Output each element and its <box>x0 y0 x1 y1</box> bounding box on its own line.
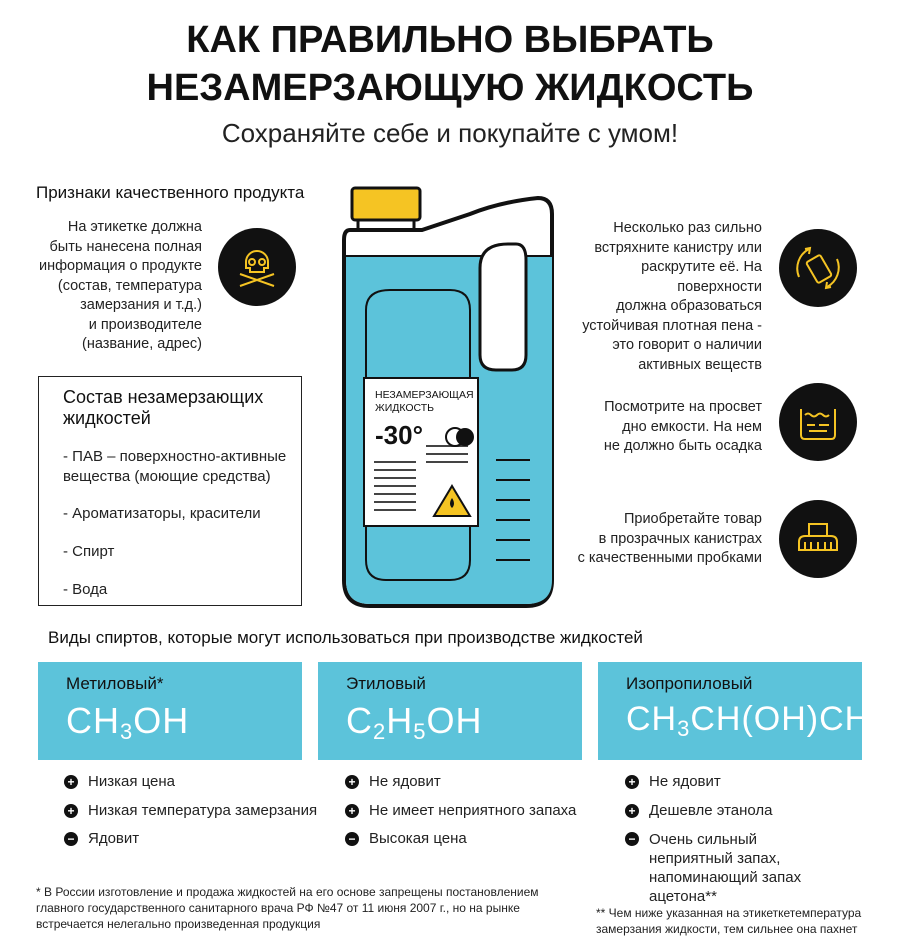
composition-box <box>38 376 302 606</box>
container-tip-line: в прозрачных канистрах <box>598 530 762 547</box>
canister-temp: -30° <box>375 420 423 450</box>
prop-text: Очень сильный неприятный запах, напоминающий запах ацетона** <box>649 831 802 905</box>
plus-icon: + <box>625 775 639 789</box>
isopropyl-prop <box>625 830 840 906</box>
ethyl-formula: $C_2H_5OH$ <box>346 700 483 744</box>
prop-text: Низкая температура замерзания <box>88 802 318 819</box>
container-tip <box>560 510 762 569</box>
ethyl-prop <box>345 802 576 819</box>
light-tip-line: Посмотрите на просвет <box>604 399 762 415</box>
label-tip-line: и производителе <box>88 316 202 333</box>
prop-text: Не имеет неприятного запаха <box>369 802 577 819</box>
shake-tip-line: раскрутите её. На поверхности <box>641 259 762 295</box>
composition-item: вещества (моющие средства) <box>63 468 271 485</box>
footnote-line: встречается нелегально произведенная продукция <box>36 917 321 931</box>
label-tip-line: На этикетке должна <box>67 219 202 235</box>
minus-icon: − <box>64 832 78 846</box>
plus-icon: + <box>64 804 78 818</box>
label-tip-line: замерзания и т.д.) <box>80 297 202 313</box>
plus-icon: + <box>625 804 639 818</box>
shake-tip-line: устойчивая плотная пена - <box>582 317 762 334</box>
methyl-formula: $CH_3OH$ <box>66 700 190 744</box>
label-tip-line: быть нанесена полная <box>49 238 202 255</box>
footnote-line: замерзания жидкости, тем сильнее она пахнет <box>596 922 858 936</box>
quality-heading: Признаки качественного продукта <box>36 183 305 202</box>
methyl-panel <box>38 662 302 760</box>
canister-label-line: ЖИДКОСТЬ <box>375 402 435 414</box>
skull-icon <box>218 228 296 306</box>
subtitle: Сохраняйте себе и покупайте с умом! <box>221 118 679 148</box>
composition-item: - ПАВ – поверхностно-активные <box>63 448 287 465</box>
title-line-2: НЕЗАМЕРЗАЮЩУЮ ЖИДКОСТЬ <box>146 67 754 109</box>
label-tip-line: (состав, температура <box>57 277 202 294</box>
methyl-name: Метиловый* <box>66 674 164 693</box>
footnote-2 <box>596 905 886 937</box>
canister-label-text <box>375 389 474 415</box>
prop-text: Высокая цена <box>369 830 467 847</box>
ethyl-name: Этиловый <box>346 674 426 693</box>
light-tip-line: дно емкости. На нем <box>622 418 762 435</box>
methyl-prop <box>64 773 175 790</box>
ethyl-prop <box>345 830 467 847</box>
composition-item: - Ароматизаторы, красители <box>63 505 261 522</box>
shake-icon <box>779 229 857 307</box>
sediment-icon <box>779 383 857 461</box>
shake-tip-line: Несколько раз сильно <box>613 220 762 236</box>
isopropyl-prop <box>625 773 721 790</box>
minus-icon: − <box>345 832 359 846</box>
shake-tip-line: встряхните канистру или <box>594 239 762 256</box>
composition-item: - Спирт <box>63 543 115 560</box>
plus-icon: + <box>345 775 359 789</box>
isopropyl-formula: $CH_3CH(OH)CH_3$ <box>626 700 884 741</box>
shake-tip <box>560 219 762 375</box>
label-tip <box>20 218 202 355</box>
footnote-line: ** Чем ниже указанная на этикеткетемпература <box>596 906 862 920</box>
light-tip <box>560 398 762 457</box>
footnote-line: * В России изготовление и продажа жидкостей на его основе запрещены постановлением <box>36 885 539 899</box>
canister-label-line: НЕЗАМЕРЗАЮЩАЯ <box>375 389 474 401</box>
prop-text: Дешевле этанола <box>649 802 773 819</box>
bottle-cap-icon <box>779 500 857 578</box>
composition-heading: Состав незамерзающих <box>63 387 264 407</box>
shake-tip-line: это говорит о наличии <box>612 337 762 353</box>
minus-icon: − <box>625 832 639 846</box>
title-line-1: КАК ПРАВИЛЬНО ВЫБРАТЬ <box>186 19 714 61</box>
isopropyl-prop <box>625 802 773 819</box>
prop-text: Ядовит <box>88 830 140 847</box>
prop-text: Не ядовит <box>369 773 441 790</box>
ethyl-panel <box>318 662 582 760</box>
prop-text: Низкая цена <box>88 773 176 790</box>
label-tip-line: информация о продукте <box>39 258 202 274</box>
container-tip-line: Приобретайте товар <box>623 511 762 527</box>
light-tip-line: не должно быть осадка <box>603 438 762 454</box>
methyl-prop <box>64 802 317 819</box>
footnote-line: главного государственного санитарного врача РФ №47 от 11 июня 2007 г., но на рынке <box>36 901 520 915</box>
footnote-1 <box>36 884 576 932</box>
alcohols-heading: Виды спиртов, которые могут использоваться при производстве жидкостей <box>48 628 643 647</box>
plus-icon: + <box>64 775 78 789</box>
prop-text: Не ядовит <box>649 773 721 790</box>
isopropyl-panel <box>598 662 884 760</box>
shake-tip-line: активных веществ <box>638 356 762 373</box>
plus-icon: + <box>345 804 359 818</box>
label-tip-line: (название, адрес) <box>82 336 202 352</box>
ethyl-prop <box>345 773 441 790</box>
composition-item: - Вода <box>63 581 108 598</box>
methyl-prop <box>64 830 139 847</box>
container-tip-line: с качественными пробками <box>577 550 762 566</box>
shake-tip-line: должна образоваться <box>616 298 762 314</box>
isopropyl-name: Изопропиловый <box>626 674 753 693</box>
composition-heading: жидкостей <box>63 408 151 428</box>
